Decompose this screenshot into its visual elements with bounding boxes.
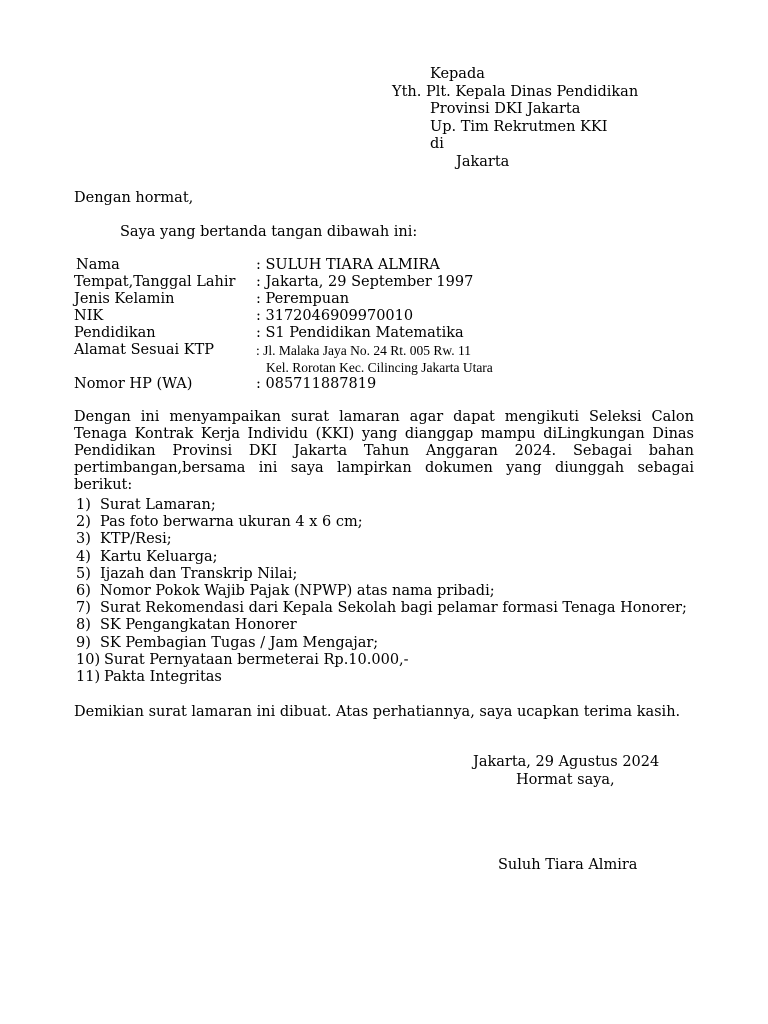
list-item-text: KTP/Resi; <box>100 531 172 548</box>
place-date: Jakarta, 29 Agustus 2024 <box>473 754 660 770</box>
list-item-number: 7) <box>76 600 91 617</box>
address-attention: Up. Tim Rekrutmen KKI <box>430 118 608 135</box>
signer-name: Suluh Tiara Almira <box>498 857 638 873</box>
list-item-number: 8) <box>76 617 91 634</box>
field-label: Nomor HP (WA) <box>74 376 193 392</box>
field-label: Alamat Sesuai KTP <box>74 342 215 358</box>
field-value: : SULUH TIARA ALMIRA <box>256 257 440 273</box>
list-item-text: SK Pembagian Tugas / Jam Mengajar; <box>100 634 379 651</box>
field-label: Tempat,Tanggal Lahir <box>74 274 236 290</box>
list-item-number: 4) <box>76 548 91 565</box>
list-item-number: 1) <box>76 497 91 513</box>
list-item-number: 6) <box>76 582 91 599</box>
field-value: : 3172046909970010 <box>256 308 414 324</box>
list-item-text: Pakta Integritas <box>104 668 222 685</box>
address-province: Provinsi DKI Jakarta <box>430 101 581 117</box>
list-item-text: Kartu Keluarga; <box>100 548 218 565</box>
list-item-number: 11) <box>76 668 101 685</box>
field-label: NIK <box>74 308 104 324</box>
body-paragraph <box>74 409 694 494</box>
body-paragraph-text: Dengan ini menyampaikan surat lamaran agar dapat mengikuti Seleksi Calon Tenaga Kontrak Kerja Individu (KKI) yang dianggap mampu diLingkungan Dinas Pendidikan Provinsi DKI Jakarta Tahun Anggaran 2024. Sebagai bahan pertimbangan,bersama ini saya lampirkan dokumen yang diunggah sebagai berikut: <box>74 409 694 493</box>
address-recipient-title: Yth. Plt. Kepala Dinas Pendidikan <box>392 83 639 100</box>
list-item-text: Surat Rekomendasi dari Kepala Sekolah bagi pelamar formasi Tenaga Honorer; <box>100 600 687 617</box>
field-value: : Perempuan <box>256 291 350 307</box>
list-item-number: 9) <box>76 634 91 651</box>
address-di: di <box>430 136 444 152</box>
field-label: Nama <box>76 257 120 273</box>
field-value-line2: Kel. Rorotan Kec. Cilincing Jakarta Utara <box>266 360 493 375</box>
field-value: : Jl. Malaka Jaya No. 24 Rt. 005 Rw. 11 <box>256 343 471 358</box>
intro-sentence: Saya yang bertanda tangan dibawah ini: <box>120 224 418 240</box>
list-item-text: Ijazah dan Transkrip Nilai; <box>100 565 298 582</box>
address-city: Jakarta <box>456 153 510 170</box>
list-item-number: 3) <box>76 531 91 548</box>
list-item-text: Nomor Pokok Wajib Pajak (NPWP) atas nama pribadi; <box>100 582 495 599</box>
list-item-text: Surat Pernyataan bermeterai Rp.10.000,- <box>104 651 409 668</box>
list-item-number: 5) <box>76 565 91 582</box>
field-value: : S1 Pendidikan Matematika <box>256 325 464 341</box>
greeting: Dengan hormat, <box>74 190 194 206</box>
field-value: : Jakarta, 29 September 1997 <box>256 274 474 290</box>
list-item-text: Pas foto berwarna ukuran 4 x 6 cm; <box>100 514 363 531</box>
list-item-text: Surat Lamaran; <box>100 497 216 513</box>
field-value: : 085711887819 <box>256 376 377 392</box>
recipient-address <box>392 66 638 171</box>
list-item-number: 2) <box>76 514 91 531</box>
list-item-text: SK Pengangkatan Honorer <box>100 617 297 634</box>
regards: Hormat saya, <box>516 772 615 788</box>
field-label: Pendidikan <box>74 325 156 341</box>
closing-sentence: Demikian surat lamaran ini dibuat. Atas perhatiannya, saya ucapkan terima kasih. <box>74 704 681 720</box>
address-kepada: Kepada <box>430 66 485 82</box>
field-label: Jenis Kelamin <box>74 291 175 307</box>
list-item-number: 10) <box>76 651 101 668</box>
